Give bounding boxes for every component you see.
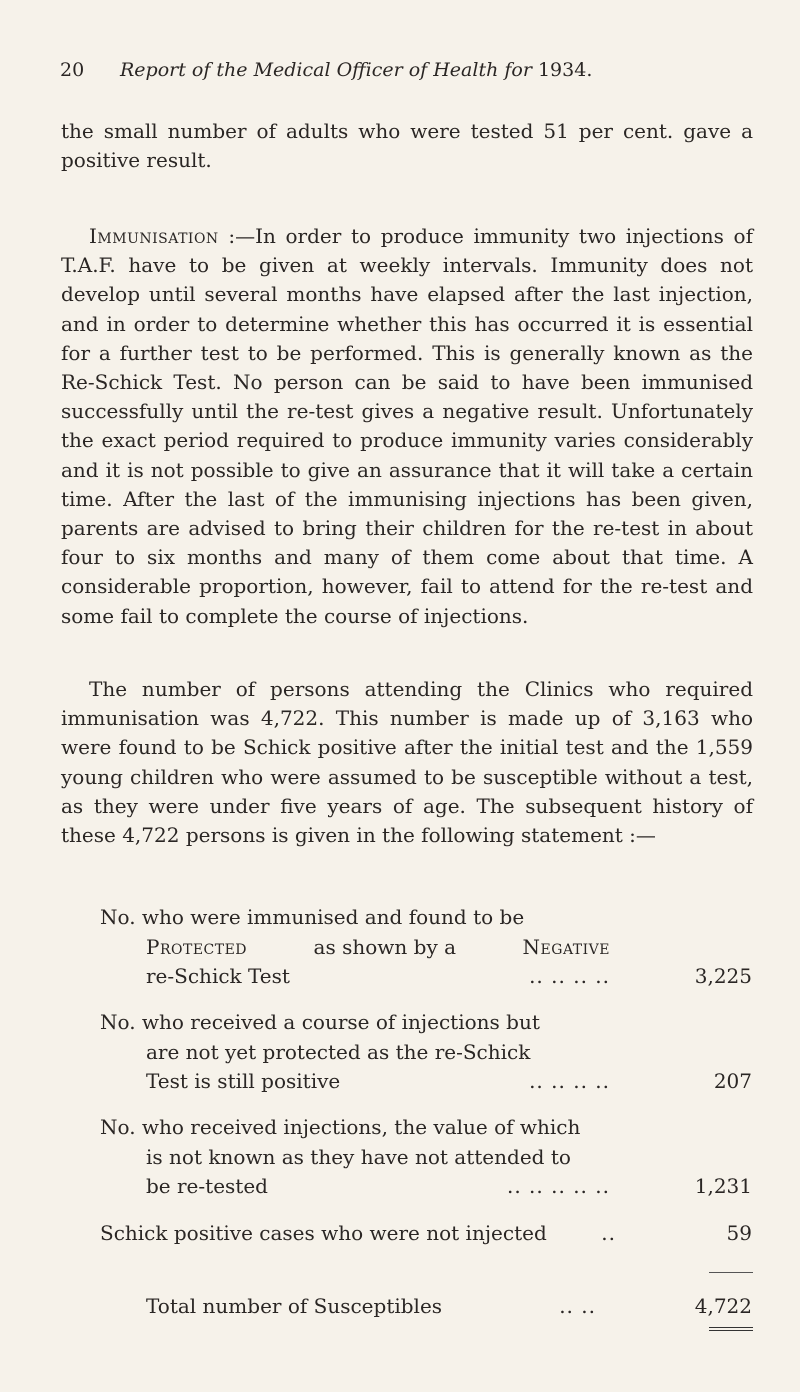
- statement-line: Schick positive cases who were not injected ..: [100, 1221, 616, 1245]
- statement-line: be re-tested .. .. .. .. ..: [146, 1174, 610, 1198]
- statement-line: Test is still positive .. .. .. ..: [146, 1069, 610, 1093]
- total-value: 4,722: [694, 1294, 752, 1318]
- page-number: 20: [60, 59, 85, 81]
- statement-value: 59: [726, 1221, 752, 1245]
- paragraph-immunisation: [61, 222, 753, 631]
- statement-value: 207: [713, 1069, 752, 1093]
- paragraph-text: The number of persons attending the Clinics who required immunisation was 4,722. This number is made up of 3,163 who were found to be Schick positive after the initial test and the 1,559 young children who were assumed to be susceptible without a test, as they were under five years of age. The subsequent history of these 4,722 persons is given in the following statement :—: [61, 677, 753, 848]
- statement-line: re-Schick Test .. .. .. ..: [146, 964, 610, 988]
- report-year: 1934.: [537, 59, 593, 81]
- sum-rule: [709, 1272, 753, 1273]
- total-double-rule: [709, 1327, 753, 1331]
- page-header: [60, 58, 592, 82]
- statement-line: are not yet protected as the re-Schick: [146, 1039, 531, 1064]
- paragraph-text: :—In order to produce immunity two injections of T.A.F. have to be given at weekly intervals. Immunity does not develop until several months have elapsed after the last injection, and in order to determine whether this has occurred it is essential for a further test to be performed. This is generally known as the Re-Schick Test. No person can be said to have been immunised successfully until the re-test gives a negative result. Unfortunately the exact period required to produce immunity varies considerably and it is not possible to give an assurance that it will take a certain time. After the last of the immunising injections has been given, parents are advised to bring their children for the re-test in about four to six months and many of them come about that time. A considerable proportion, however, fail to attend for the re-test and some fail to complete the course of injections.: [61, 224, 754, 628]
- paragraph-attendance: [61, 675, 753, 850]
- statement-line: Total number of Susceptibles .. ..: [146, 1294, 596, 1318]
- paragraph-adults-tested: [61, 117, 753, 175]
- section-heading-immunisation: Immunisation: [89, 224, 219, 248]
- statement-line: is not known as they have not attended to: [146, 1144, 571, 1169]
- statement-line: No. who were immunised and found to be: [100, 905, 525, 929]
- statement-line: Protected as shown by a Negative: [146, 934, 610, 959]
- statement-line: No. who received injections, the value of which: [100, 1115, 581, 1139]
- statement-value: 3,225: [694, 964, 752, 988]
- report-title: Report of the Medical Officer of Health for: [120, 59, 532, 81]
- paragraph-text: the small number of adults who were tested 51 per cent. gave a positive result.: [61, 119, 753, 173]
- statement-line: No. who received a course of injections but: [100, 1010, 540, 1034]
- statement-value: 1,231: [694, 1174, 752, 1198]
